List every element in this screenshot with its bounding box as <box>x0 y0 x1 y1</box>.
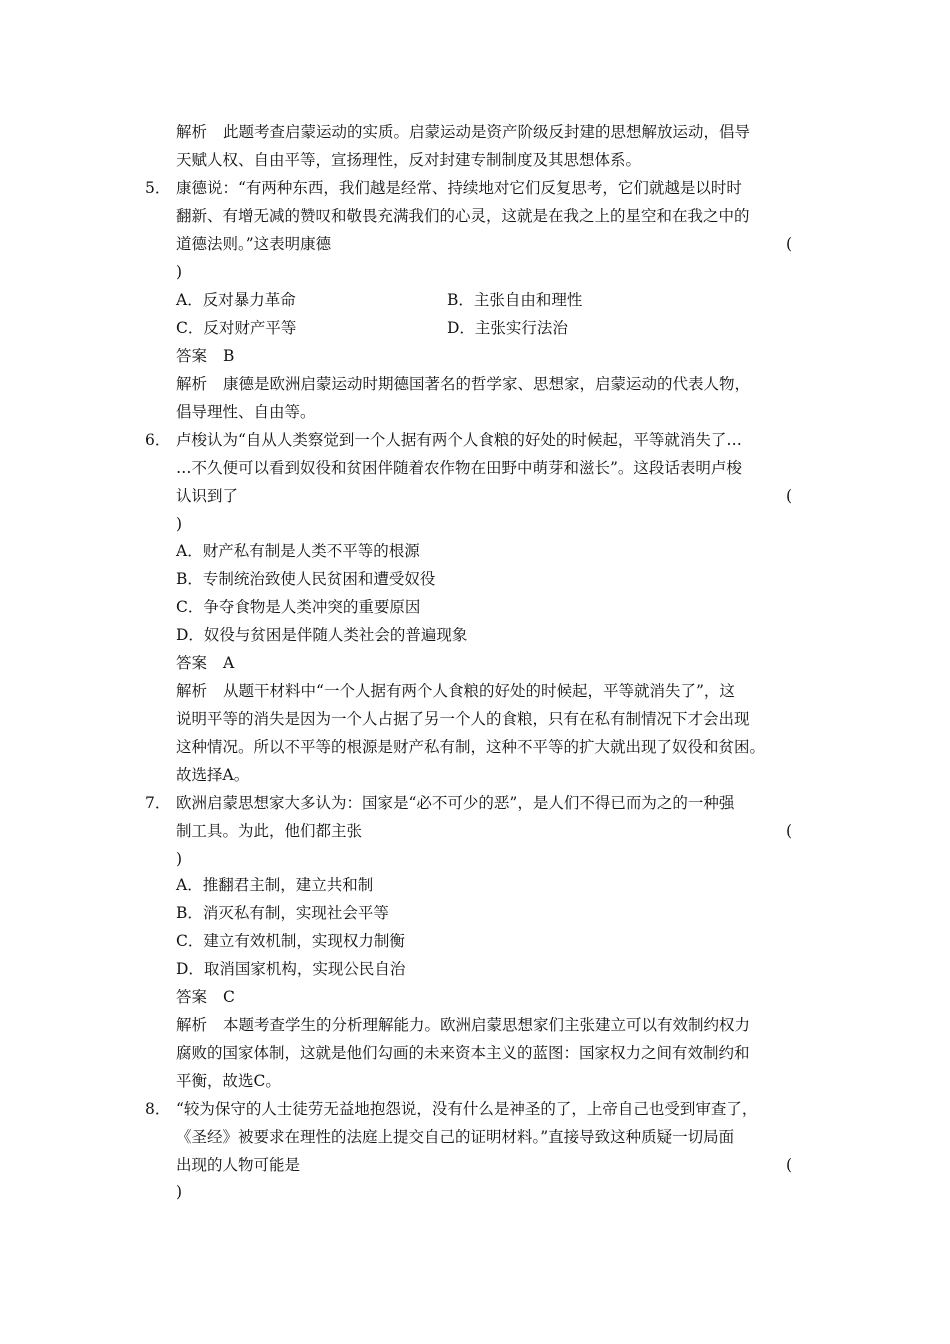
q5-option-c: C．反对财产平等 <box>176 319 297 337</box>
q7-option-c: C．建立有效机制，实现权力制衡 <box>176 932 405 950</box>
q8-stem-line-3: 出现的人物可能是 <box>176 1156 301 1174</box>
q5-stem-line-2: 翻新、有增无减的赞叹和敬畏充满我们的心灵，这就是在我之上的星空和在我之中的 <box>176 207 750 225</box>
q8-paren-close: ) <box>176 1183 183 1201</box>
q7-analysis-line-1: 解析 本题考查学生的分析理解能力。欧洲启蒙思想家们主张建立可以有效制约权力 <box>176 1016 751 1034</box>
q8-stem-line-1: “较为保守的人士徒劳无益地抱怨说，没有什么是神圣的了，上帝自己也受到审查了， <box>176 1100 758 1118</box>
q6-option-a: A．财产私有制是人类不平等的根源 <box>176 542 420 560</box>
q7-option-b: B．消灭私有制，实现社会平等 <box>176 904 389 922</box>
q5-stem-line-3: 道德法则。”这表明康德 <box>176 235 332 253</box>
q7-analysis-line-2: 腐败的国家体制，这就是他们勾画的未来资本主义的蓝图：国家权力之间有效制约和 <box>176 1044 750 1062</box>
q6-paren-open: ( <box>786 487 793 505</box>
q7-stem-line-1: 欧洲启蒙思想家大多认为：国家是“必不可少的恶”，是人们不得已而为之的一种强 <box>176 794 735 812</box>
q8-number: 8． <box>145 1100 171 1118</box>
q8-paren-open: ( <box>786 1156 793 1174</box>
analysis-label: 解析 <box>176 123 208 141</box>
q6-option-c: C．争夺食物是人类冲突的重要原因 <box>176 598 421 616</box>
prev-analysis-line-1: 解析 此题考查启蒙运动的实质。启蒙运动是资产阶级反封建的思想解放运动，倡导 <box>176 123 751 141</box>
q7-number: 7． <box>145 794 171 812</box>
q5-paren-close: ) <box>176 263 183 281</box>
q6-option-b: B．专制统治致使人民贫困和遭受奴役 <box>176 570 436 588</box>
q6-stem-line-1: 卢梭认为“自从人类察觉到一个人据有两个人食粮的好处的时候起，平等就消失了… <box>176 431 742 449</box>
q7-paren-open: ( <box>786 822 793 840</box>
q6-option-d: D．奴役与贫困是伴随人类社会的普遍现象 <box>176 626 468 644</box>
q5-stem-line-1: 康德说：“有两种东西，我们越是经常、持续地对它们反复思考，它们就越是以时时 <box>176 179 742 197</box>
q6-stem-line-3: 认识到了 <box>176 487 239 505</box>
q7-stem-line-2: 制工具。为此，他们都主张 <box>176 822 363 840</box>
q6-number: 6． <box>145 431 171 449</box>
q6-analysis-line-1: 解析 从题干材料中“一个人据有两个人食粮的好处的时候起，平等就消失了”，这 <box>176 682 735 700</box>
answer-label: 答案 <box>176 654 208 672</box>
answer-value: C <box>223 988 235 1006</box>
q7-analysis-line-3: 平衡，故选C。 <box>176 1072 281 1090</box>
q5-option-b: B．主张自由和理性 <box>447 291 583 309</box>
q5-option-d: D．主张实行法治 <box>447 319 568 337</box>
answer-label: 答案 <box>176 347 208 365</box>
answer-value: A <box>223 654 235 672</box>
q6-answer <box>176 649 234 677</box>
q5-number: 5． <box>145 179 171 197</box>
prev-analysis-line-2: 天赋人权、自由平等，宣扬理性，反对封建专制制度及其思想体系。 <box>176 151 642 169</box>
q5-paren-open: ( <box>786 235 793 253</box>
q7-option-a: A．推翻君主制，建立共和制 <box>176 876 374 894</box>
q8-stem-line-2: 《圣经》被要求在理性的法庭上提交自己的证明材料。”直接导致这种质疑一切局面 <box>176 1128 735 1146</box>
q6-analysis-line-2: 说明平等的消失是因为一个人占据了另一个人的食粮，只有在私有制情况下才会出现 <box>176 710 750 728</box>
answer-value: B <box>223 347 235 365</box>
analysis-label: 解析 <box>176 375 208 393</box>
q7-paren-close: ) <box>176 850 183 868</box>
analysis-label: 解析 <box>176 1016 208 1034</box>
q7-answer <box>176 983 235 1011</box>
q6-paren-close: ) <box>176 515 183 533</box>
q5-answer <box>176 342 234 370</box>
q5-analysis-line-1: 解析 康德是欧洲启蒙运动时期德国著名的哲学家、思想家，启蒙运动的代表人物， <box>176 375 751 393</box>
answer-label: 答案 <box>176 988 208 1006</box>
q5-analysis-line-2: 倡导理性、自由等。 <box>176 403 316 421</box>
q5-option-a: A．反对暴力革命 <box>176 291 296 309</box>
q6-analysis-line-4: 故选择A。 <box>176 766 250 784</box>
analysis-label: 解析 <box>176 682 208 700</box>
q7-option-d: D．取消国家机构，实现公民自治 <box>176 960 406 978</box>
q6-analysis-line-3: 这种情况。所以不平等的根源是财产私有制，这种不平等的扩大就出现了奴役和贫困。 <box>176 738 766 756</box>
q6-stem-line-2: …不久便可以看到奴役和贫困伴随着农作物在田野中萌芽和滋长”。这段话表明卢梭 <box>176 459 742 477</box>
